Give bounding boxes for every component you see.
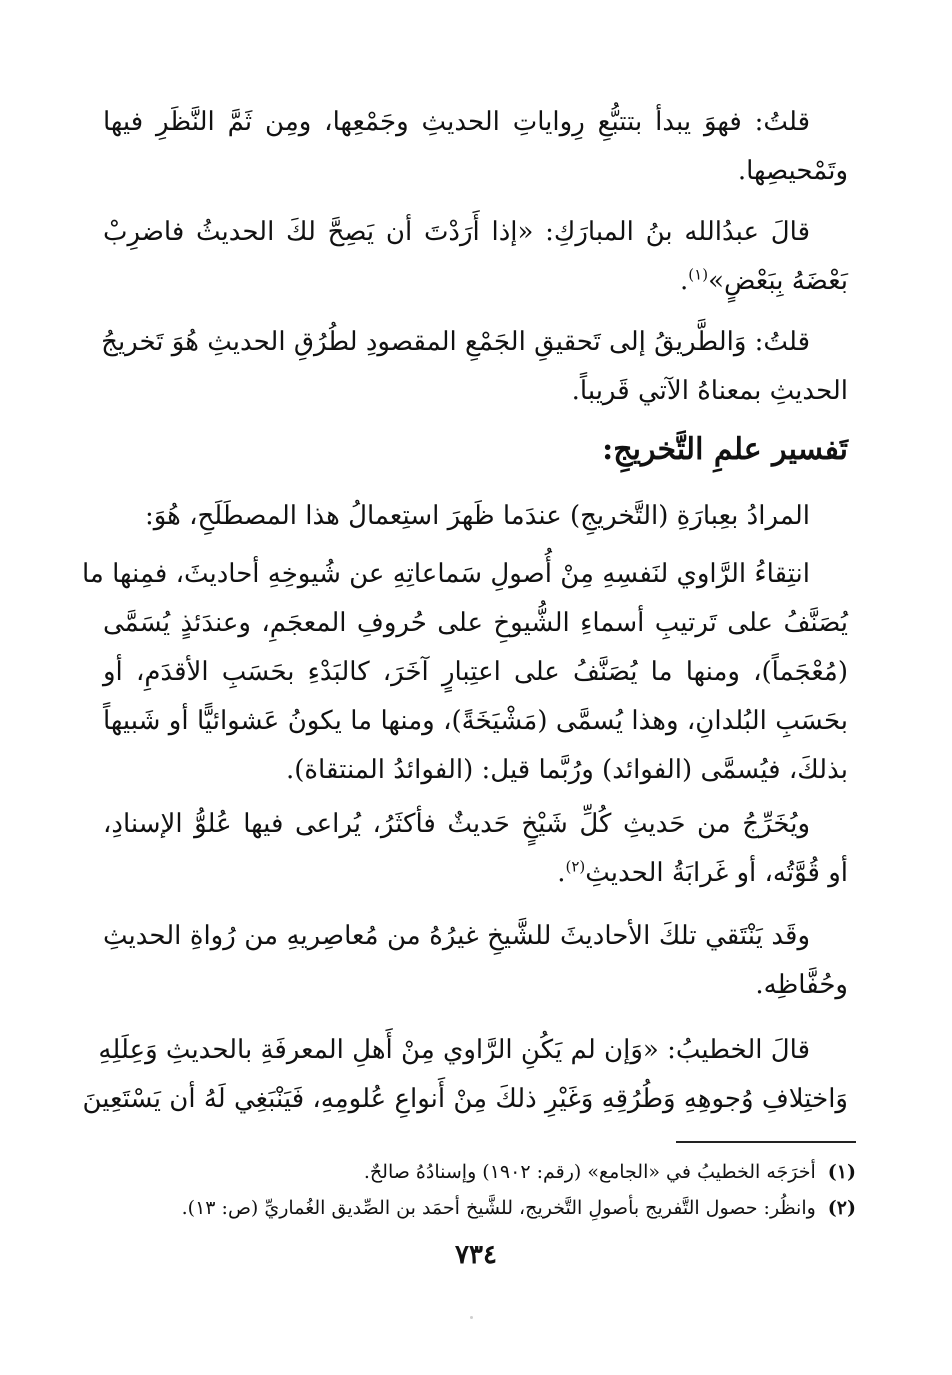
- paragraph-line-with-ref: [103, 257, 848, 306]
- paragraph-line: وتَمْحيصِها.: [737, 156, 848, 186]
- paragraph-line: قلتُ: وَالطَّريقُ إلى تَحقيقِ الجَمْعِ المقصودِ لطُرُقِ الحديثِ هُوَ تَخريجُ: [101, 327, 810, 357]
- paragraph-1: [103, 98, 848, 196]
- footnote-text: أخرَجَه الخطيبُ في «الجامع» (رقم: ١٩٠٢) وإسنادُهُ صالحٌ.: [363, 1161, 816, 1183]
- footnote-2: [96, 1190, 856, 1226]
- footnote-ref-1: (١): [688, 265, 709, 284]
- scan-speck: [470, 1316, 473, 1319]
- page-number: ٧٣٤: [455, 1240, 497, 1270]
- paragraph-3: [103, 318, 848, 416]
- paragraph-line: يُصَنَّفُ على تَرتيبِ أسماءِ الشُّيوخِ على حُروفِ المعجَمِ، وعندَئذٍ يُسَمَّى: [103, 608, 848, 638]
- quote-end: بَعْضَهُ بِبَعْضٍ»: [708, 266, 848, 296]
- paragraph-line-with-ref: [103, 849, 848, 898]
- paragraph-5: [81, 550, 848, 795]
- paragraph-8: [82, 1026, 848, 1124]
- section-heading: تَفسير علمِ التَّخريجِ:: [602, 432, 848, 467]
- sentence-end: .: [557, 858, 566, 888]
- paragraph-line: انتِقاءُ الرَّاوي لنَفسِهِ مِنْ أُصولِ سَماعاتِهِ عن شُيوخِهِ أحاديثَ، فمِنها ما: [81, 559, 810, 589]
- paragraph-line: الحديثِ بمعناهُ الآتي قَريباً.: [571, 376, 848, 406]
- paragraph-line: قلتُ: فهوَ يبدأ بتتبُّعِ رِواياتِ الحديثِ وجَمْعِها، ومِن ثَمَّ النَّظَرِ فيها: [103, 107, 810, 137]
- line-text: أو قُوَّتُه، أو غَرابَةُ الحديثِ: [585, 858, 848, 888]
- footnote-separator: [676, 1141, 856, 1143]
- paragraph-line: قالَ عبدُالله بنُ المبارَكِ: «إذا أَرَدْتَ أن يَصِحَّ لكَ الحديثُ فاضرِبْ: [103, 217, 810, 247]
- paragraph-line: قالَ الخطيبُ: «وَإن لم يَكُنِ الرَّاوي مِنْ أَهلِ المعرفَةِ بالحديثِ وَعِلَلِهِ: [98, 1035, 810, 1065]
- footnote-text: وانظُر: حصول التَّفريج بأصولِ التَّخريج، للشَّيخ أحمَد بن الصِّديق الغُماريِّ (ص: ١٣).: [181, 1197, 816, 1219]
- paragraph-7: [103, 912, 848, 1010]
- footnote-number: (٢): [827, 1197, 856, 1219]
- paragraph-line: وحُفَّاظِه.: [755, 970, 848, 1000]
- footnote-number: (١): [827, 1161, 856, 1183]
- footnotes: [96, 1154, 856, 1226]
- paragraph-line: وَاختِلافِ وُجوهِهِ وَطُرُقِهِ وَغَيْرِ ذلكَ مِنْ أَنواعِ عُلومِهِ، فَيَنْبَغِي لَهُ أن يَسْتَعِينَ: [82, 1084, 848, 1114]
- sentence-end: .: [680, 266, 689, 296]
- paragraph-line: المرادُ بعِبارَةِ (التَّخريجِ) عندَما ظَهرَ استِعمالُ هذا المصطَلَحِ، هُوَ:: [144, 501, 810, 531]
- paragraph-line: ويُخَرِّجُ من حَديثِ كُلِّ شَيْخٍ حَديثٌ فأكثَرُ، يُراعى فيها عُلوُّ الإسنادِ،: [103, 809, 810, 839]
- paragraph-line: (مُعْجَماً)، ومنها ما يُصَنَّفُ على اعتِبارٍ آخَرَ، كالبَدْءِ بحَسَبِ الأقدَمِ، أو: [103, 657, 848, 687]
- paragraph-line: بذلكَ، فيُسمَّى (الفوائد) ورُبَّما قيل: (الفوائدُ المنتقاة).: [286, 755, 848, 785]
- paragraph-2: [103, 208, 848, 306]
- paragraph-line: وقَد يَنْتَقي تلكَ الأحاديثَ للشَّيخِ غيرُهُ من مُعاصِريهِ من رُواةِ الحديثِ: [103, 921, 810, 951]
- paragraph-line: بحَسَبِ البُلدانِ، وهذا يُسمَّى (مَشْيَخَةً)، ومنها ما يكونُ عَشوائيًّا أو شَبيهاً: [103, 706, 848, 736]
- paragraph-4: [103, 492, 848, 541]
- footnote-ref-2: (٢): [565, 857, 586, 876]
- paragraph-6: [103, 800, 848, 898]
- footnote-1: [96, 1154, 856, 1190]
